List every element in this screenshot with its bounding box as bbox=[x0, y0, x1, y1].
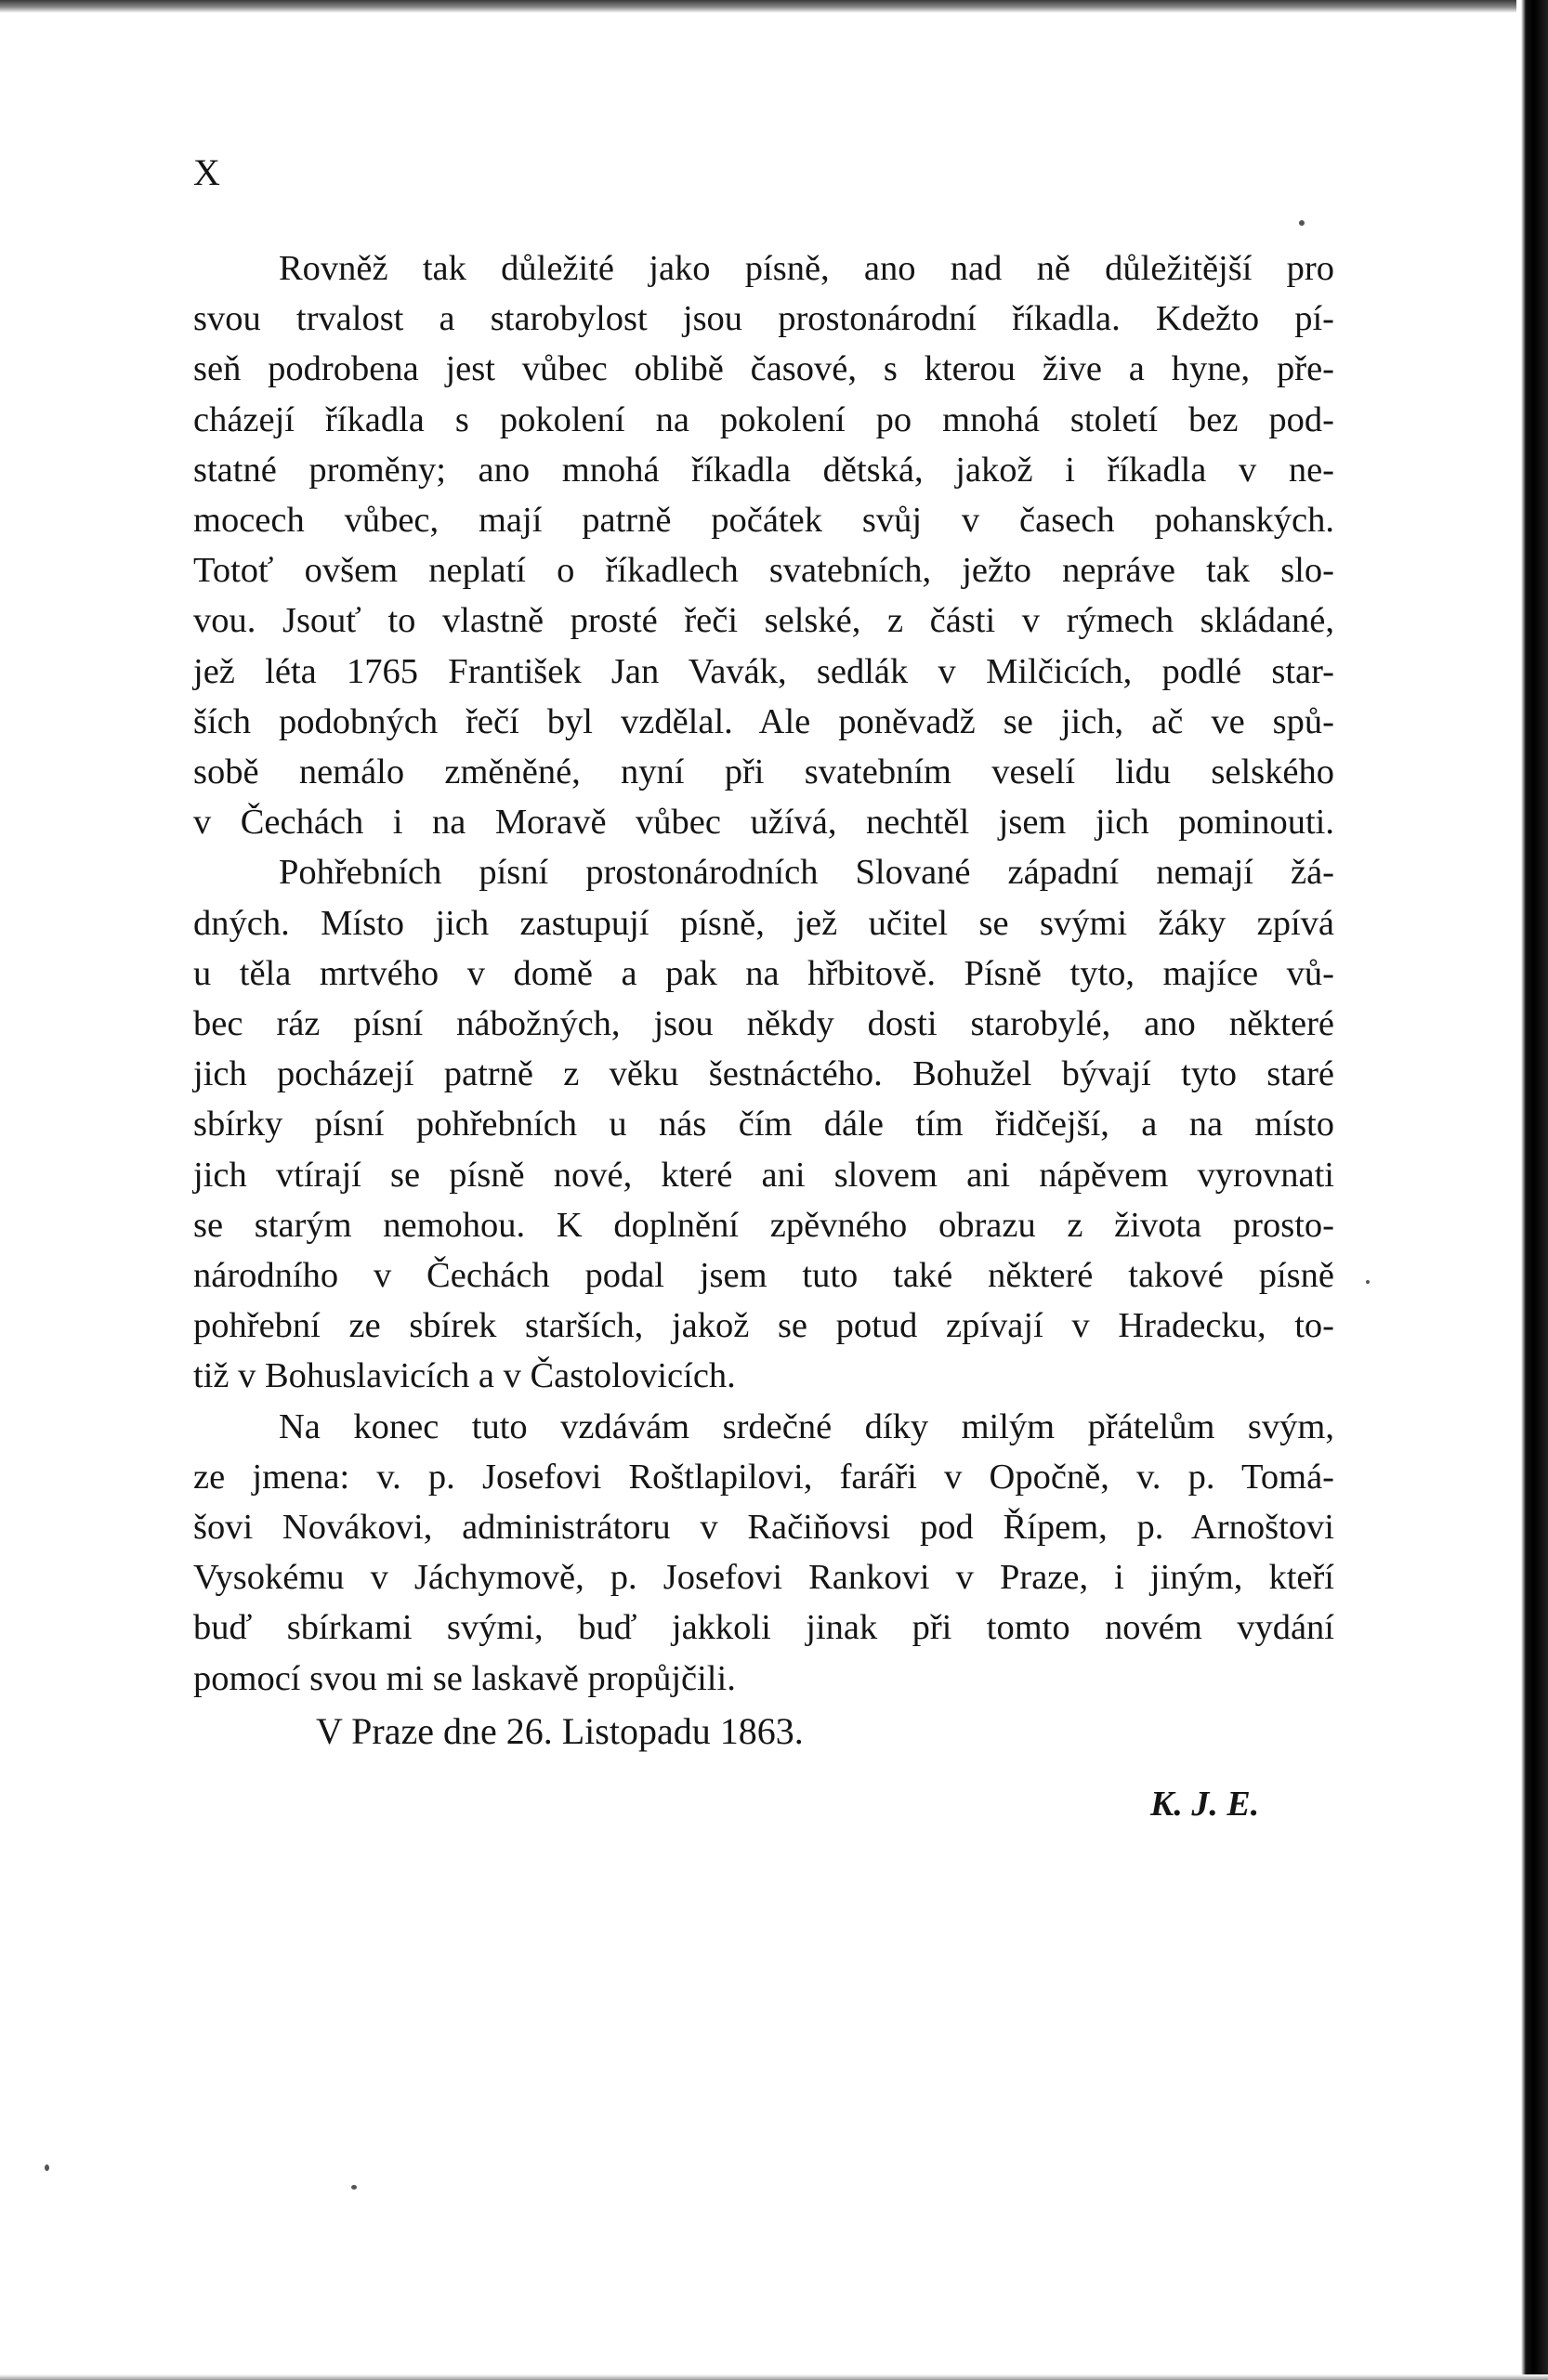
text-line: Vysokému v Jáchymově, p. Josefovi Rankovi v Praze, i jiným, kteří bbox=[193, 1558, 1334, 1598]
text-line: u těla mrtvého v domě a pak na hřbitově. Písně tyto, majíce vů- bbox=[193, 953, 1334, 993]
signature-initials: K. J. E. bbox=[1150, 1785, 1260, 1824]
text-line: pohřební ze sbírek starších, jakož se potud zpívají v Hradecku, to- bbox=[193, 1306, 1334, 1346]
text-line: ze jmena: v. p. Josefovi Roštlapilovi, faráři v Opočně, v. p. Tomá- bbox=[193, 1457, 1334, 1497]
text-line: svou trvalost a starobylost jsou prostonárodní říkadla. Kdežto pí- bbox=[193, 299, 1334, 339]
text-line: se starým nemohou. K doplnění zpěvného obrazu z života prosto- bbox=[193, 1205, 1334, 1245]
text-line: Rovněž tak důležité jako písně, ano nad ně důležitější pro bbox=[279, 249, 1334, 288]
scan-speck bbox=[351, 2185, 357, 2190]
text-line: národního v Čechách podal jsem tuto také některé takové písně bbox=[193, 1256, 1334, 1296]
text-line: jich vtírají se písně nové, které ani slovem ani nápěvem vyrovnati bbox=[193, 1155, 1334, 1195]
text-line: statné proměny; ano mnohá říkadla dětská, jakož i říkadla v ne- bbox=[193, 450, 1334, 490]
text-line: jež léta 1765 František Jan Vavák, sedlák v Milčicích, podlé star- bbox=[193, 651, 1334, 691]
text-line: tiž v Bohuslavicích a v Častolovicích. bbox=[193, 1356, 736, 1396]
scan-right-edge bbox=[1516, 0, 1548, 2380]
text-line: ších podobných řečí byl vzdělal. Ale poněvadž se jich, ač ve spů- bbox=[193, 701, 1334, 741]
text-line: šovi Novákovi, administrátoru v Račiňovsi pod Řípem, p. Arnoštovi bbox=[193, 1508, 1334, 1548]
scan-speck bbox=[1366, 1280, 1370, 1284]
scan-speck bbox=[45, 2164, 49, 2171]
text-line: cházejí říkadla s pokolení na pokolení po mnohá století bez pod- bbox=[193, 399, 1334, 439]
text-line: dných. Místo jich zastupují písně, jež učitel se svými žáky zpívá bbox=[193, 903, 1334, 943]
scan-bottom-edge bbox=[0, 2374, 1548, 2380]
scan-top-edge bbox=[0, 0, 1548, 13]
paragraph-2 bbox=[193, 847, 1334, 1401]
text-line: Totoť ovšem neplatí o říkadlech svatebních, ježto nepráve tak slo- bbox=[193, 551, 1334, 591]
text-line: jich pocházejí patrně z věku šestnáctého. Bohužel bývají tyto staré bbox=[193, 1054, 1334, 1094]
text-line: Pohřebních písní prostonárodních Slované západní nemají žá- bbox=[279, 853, 1334, 893]
text-line: Na konec tuto vzdávám srdečné díky milým přátelům svým, bbox=[279, 1406, 1334, 1446]
text-line: v Čechách i na Moravě vůbec užívá, nechtěl jsem jich pominouti. bbox=[193, 803, 1334, 843]
text-line: sbírky písní pohřebních u nás čím dále tím řidčejší, a na místo bbox=[193, 1105, 1334, 1144]
text-line: sobě nemálo změněné, nyní při svatebním veselí lidu selského bbox=[193, 752, 1334, 792]
text-line: seň podrobena jest vůbec oblibě časové, s kterou žive a hyne, pře- bbox=[193, 349, 1334, 389]
dateline: V Praze dne 26. Listopadu 1863. bbox=[316, 1710, 804, 1752]
body-text bbox=[193, 243, 1334, 1704]
text-line: pomocí svou mi se laskavě propůjčili. bbox=[193, 1658, 736, 1698]
paragraph-3 bbox=[193, 1402, 1334, 1704]
scan-speck bbox=[1299, 220, 1305, 226]
text-line: mocech vůbec, mají patrně počátek svůj v časech pohanských. bbox=[193, 501, 1334, 541]
text-line: vou. Jsouť to vlastně prosté řeči selské, z části v rýmech skládané, bbox=[193, 601, 1334, 641]
text-line: buď sbírkami svými, buď jakkoli jinak při tomto novém vydání bbox=[193, 1608, 1334, 1648]
page-number: X bbox=[193, 151, 220, 193]
text-line: bec ráz písní nábožných, jsou někdy dosti starobylé, ano některé bbox=[193, 1004, 1334, 1044]
paragraph-1 bbox=[193, 243, 1334, 847]
